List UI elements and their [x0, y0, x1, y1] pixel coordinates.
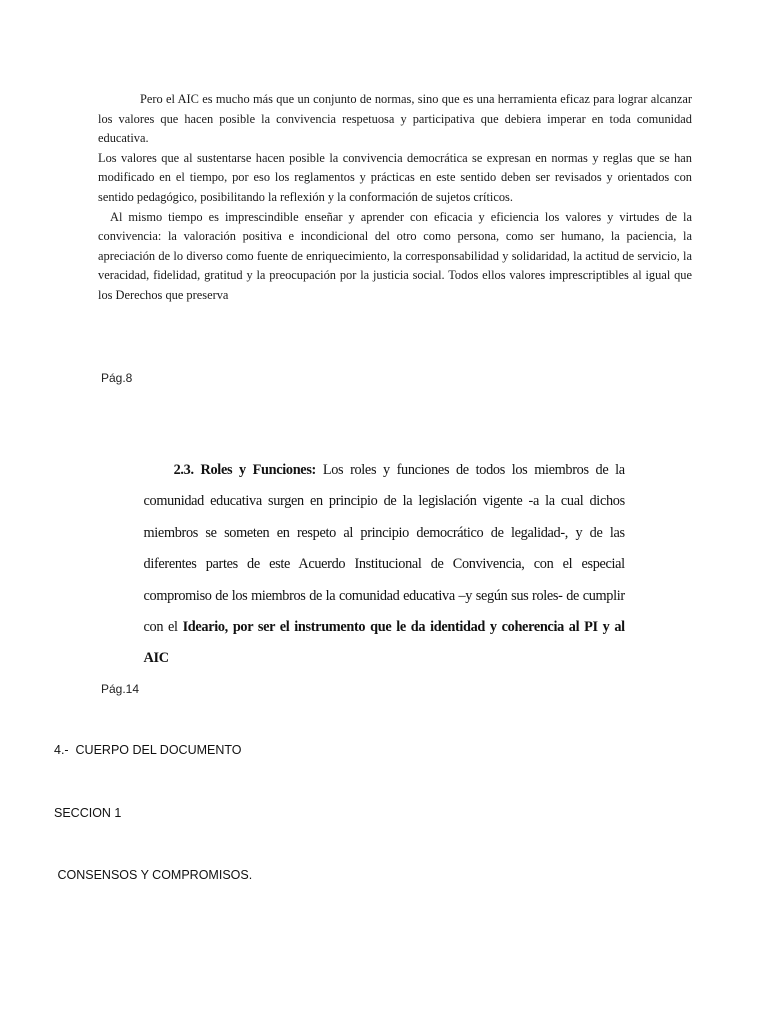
excerpt-1-paragraph-3: Al mismo tiempo es imprescindible enseñar y aprender con eficacia y eficiencia los valores y virtudes de la convivencia: la valoración positiva e incondicional del otro como persona, como ser humano, la paciencia, la apreciación de lo diverso como fuente de enriquecimiento, la corresponsabilidad y solidaridad, la actitud de servicio, la veracidad, fidelidad, gratitud y la preocupación por la justicia social. Todos ellos valores imprescriptibles al igual que los Derechos que preserva [98, 209, 692, 302]
ideario-bold-text: Ideario, por ser el instrumento que le da identidad y coherencia al PI y al AIC [143, 618, 625, 667]
roles-funciones-heading: 2.3. Roles y Funciones [173, 461, 312, 478]
heading-colon: : [311, 461, 316, 478]
section-heading: 4.- CUERPO DEL DOCUMENTO [54, 743, 242, 757]
page-reference-8: Pág.8 [101, 371, 133, 385]
excerpt-1-paragraph-1: Pero el AIC es mucho más que un conjunto de normas, sino que es una herramienta eficaz para lograr alcanzar los valores que hacen posible la convivencia respetuosa y participativa que debiera imperar en toda comunidad educativa. [98, 92, 692, 146]
consensus-heading: CONSENSOS Y COMPROMISOS. [54, 868, 253, 882]
subsection-label: SECCION 1 [54, 806, 122, 820]
excerpt-page-8 [90, 88, 700, 356]
excerpt-page-14 [136, 454, 632, 667]
excerpt-1-paragraph-2: Los valores que al sustentarse hacen posible la convivencia democrática se expresan en normas y reglas que se han modificado en el tiempo, por eso los reglamentos y prácticas en este sentido deben ser revisados y orientados con sentido pedagógico, posibilitando la reflexión y la conformación de sujetos críticos. [98, 150, 692, 204]
roles-funciones-body: Los roles y funciones de todos los miembros de la comunidad educativa surgen en principio de la legislación vigente -a la cual dichos miembros se someten en respeto al principio democrático de legalidad-, y de las diferentes partes de este Acuerdo Institucional de Convivencia, con el especial compromiso de los miembros de la comunidad educativa –y según sus roles- de cumplir con el [143, 461, 625, 636]
page-reference-14: Pág.14 [101, 682, 140, 696]
excerpt-2-paragraph [144, 454, 625, 674]
